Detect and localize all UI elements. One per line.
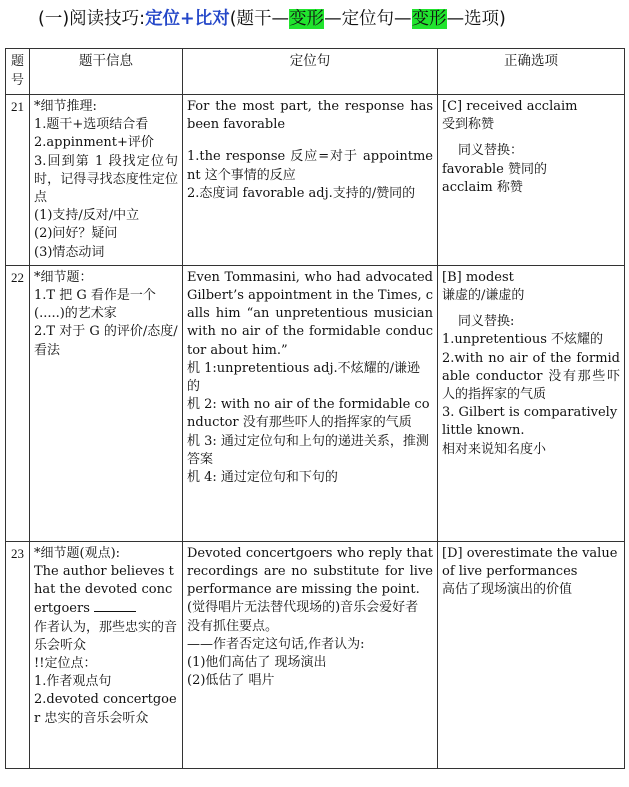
- locate-line: (觉得唱片无法替代现场的)音乐会爱好者 没有抓住要点。: [187, 600, 419, 634]
- info-line: The author believes that the devoted concertgoers: [34, 564, 174, 617]
- locate-cell: [183, 541, 438, 768]
- answer-line: 高估了现场演出的价值: [442, 582, 573, 598]
- locate-line: Devoted concertgoers who reply that recordings are no substitute for live performance are missing the point.: [187, 545, 433, 598]
- question-number: 22: [6, 265, 30, 541]
- answer-line: 谦虚的/谦虚的: [442, 288, 525, 304]
- answer-line: [C] received acclaim: [442, 99, 578, 114]
- table-row-22: [6, 265, 625, 541]
- answer-line: 1.unpretentious 不炫耀的: [442, 332, 604, 348]
- section-heading: [38, 4, 506, 34]
- table-header-row: [6, 49, 625, 95]
- table-row-21: [6, 95, 625, 266]
- info-line: (1)支持/反对/中立: [34, 208, 140, 224]
- info-line: 1.作者观点句: [34, 674, 112, 690]
- info-line: *细节题：: [34, 269, 93, 285]
- analysis-table: [5, 48, 625, 769]
- answer-cell: [438, 95, 625, 266]
- locate-line: ——作者否定这句话,作者认为:: [187, 636, 365, 652]
- answer-line: 相对来说知名度小: [442, 441, 547, 457]
- heading-paren-open: (题干—: [229, 9, 290, 29]
- info-line: 1.题干+选项结合看: [34, 117, 149, 133]
- info-line: (3)情态动词: [34, 244, 105, 260]
- answer-line: 3. Gilbert is comparatively little known.: [442, 405, 618, 439]
- info-line: 作者认为，那些忠实的音乐会听众: [34, 619, 178, 653]
- heading-suffix: —选项): [446, 9, 506, 29]
- question-number: 21: [6, 95, 30, 266]
- question-info-cell: [30, 265, 183, 541]
- info-line: *细节题(观点):: [34, 545, 121, 561]
- locate-line: 机 3: 通过定位句和上句的递进关系，推测答案: [187, 433, 429, 467]
- heading-title: 定位+比对: [145, 9, 230, 29]
- locate-line: (2)低估了 唱片: [187, 673, 275, 689]
- answer-line: 同义替换:: [458, 314, 515, 330]
- heading-highlight-2: 变形: [411, 9, 447, 29]
- table-row-23: [6, 541, 625, 768]
- fill-in-blank: [94, 599, 136, 612]
- answer-line: 2.with no air of the formidable conductor 没有那些吓人的指挥家的气质: [442, 350, 620, 403]
- locate-line: 机 4: 通过定位句和下句的: [187, 470, 338, 486]
- locate-line: (1)他们高估了 现场演出: [187, 655, 327, 671]
- locate-line: For the most part, the response has been favorable: [187, 99, 433, 133]
- info-line: 1.T 把 G 看作是一个(.....)的艺术家: [34, 288, 156, 322]
- answer-cell: [438, 265, 625, 541]
- heading-prefix: (一)阅读技巧:: [38, 9, 146, 29]
- locate-line: 机 1:unpretentious adj.不炫耀的/谦逊的: [187, 360, 421, 395]
- info-line: 2.appinment+评价: [34, 135, 154, 151]
- answer-line: [D] overestimate the value of live performances: [442, 545, 618, 580]
- header-num: 题号: [6, 49, 30, 95]
- header-answer: 正确选项: [438, 49, 625, 95]
- locate-line: 2.态度词 favorable adj.支持的/赞同的: [187, 185, 416, 201]
- locate-line: 1.the response 反应=对于 appointment 这个事情的反应: [187, 149, 433, 183]
- heading-highlight-1: 变形: [289, 9, 325, 29]
- header-locate: 定位句: [183, 49, 438, 95]
- locate-line: 机 2: with no air of the formidable conductor 没有那些吓人的指挥家的气质: [187, 397, 430, 431]
- header-info: 题干信息: [30, 49, 183, 95]
- locate-cell: [183, 265, 438, 541]
- answer-line: acclaim 称赞: [442, 179, 523, 195]
- heading-mid: —定位句—: [324, 9, 412, 29]
- info-line: 2.devoted concertgoer 忠实的音乐会听众: [34, 692, 177, 726]
- answer-line: [B] modest: [442, 269, 514, 285]
- question-info-cell: [30, 541, 183, 768]
- info-line: (2)问好？疑问: [34, 226, 118, 242]
- answer-line: 同义替换：: [458, 143, 524, 159]
- answer-cell: [438, 541, 625, 768]
- info-line: 2.T 对于 G 的评价/态度/看法: [34, 324, 178, 358]
- question-info-cell: [30, 95, 183, 266]
- info-line: !!定位点：: [34, 656, 97, 672]
- answer-line: 受到称赞: [442, 117, 495, 133]
- info-line: *细节推理:: [34, 99, 97, 114]
- locate-line: Even Tommasini, who had advocated Gilbert’s appointment in the Times, calls him “an unpretentious musician with no air of the formidable conductor about him.”: [187, 269, 433, 358]
- locate-cell: [183, 95, 438, 266]
- info-line: 3.回到第 1 段找定位句时，记得寻找态度性定位点: [34, 153, 178, 206]
- question-number: 23: [6, 541, 30, 768]
- answer-line: favorable 赞同的: [442, 161, 548, 177]
